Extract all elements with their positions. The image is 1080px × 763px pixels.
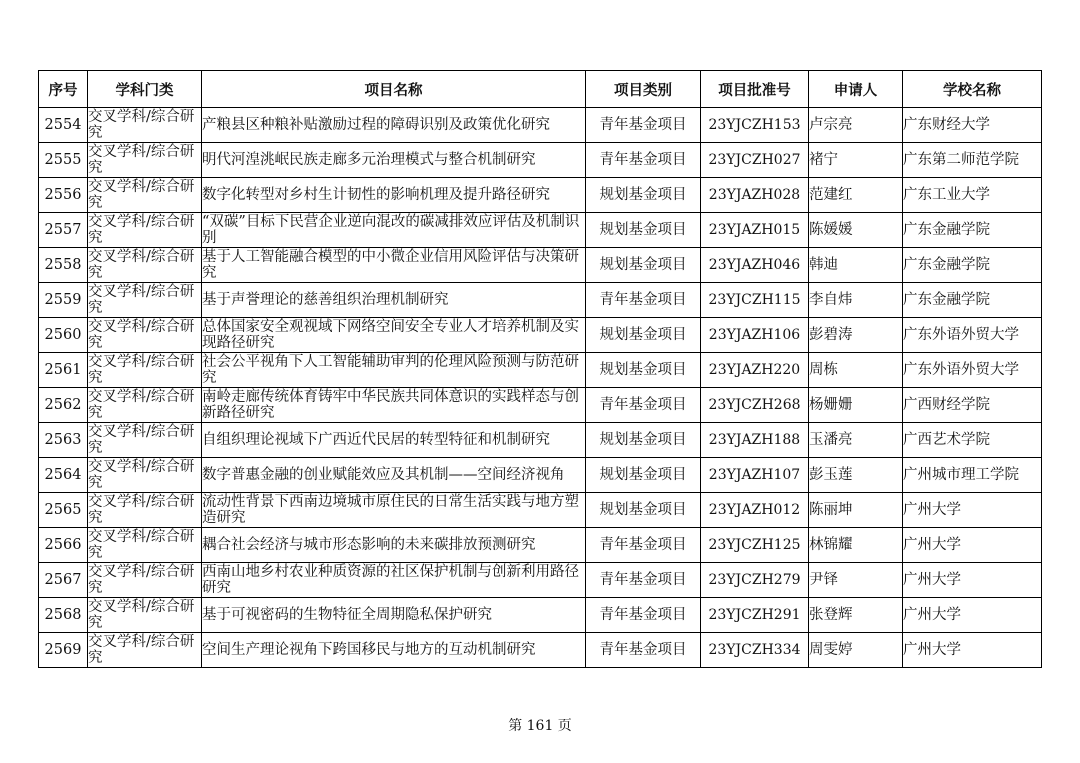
cell-applicant: 玉潘亮	[809, 423, 903, 458]
cell-project-title: 基于声誉理论的慈善组织治理机制研究	[202, 283, 586, 318]
cell-applicant: 张登辉	[809, 598, 903, 633]
cell-serial-no: 2567	[39, 563, 88, 598]
cell-serial-no: 2562	[39, 388, 88, 423]
cell-project-title: 产粮县区种粮补贴激励过程的障碍识别及政策优化研究	[202, 108, 586, 143]
cell-project-title: 数字化转型对乡村生计韧性的影响机理及提升路径研究	[202, 178, 586, 213]
cell-approval-code: 23YJCZH291	[701, 598, 809, 633]
cell-project-title: 基于可视密码的生物特征全周期隐私保护研究	[202, 598, 586, 633]
table-row	[39, 318, 1042, 353]
cell-serial-no: 2558	[39, 248, 88, 283]
cell-project-title: 总体国家安全观视域下网络空间安全专业人才培养机制及实现路径研究	[202, 318, 586, 353]
cell-applicant: 李自炜	[809, 283, 903, 318]
cell-project-type: 规划基金项目	[586, 458, 701, 493]
cell-approval-code: 23YJCZH268	[701, 388, 809, 423]
table-body	[39, 108, 1042, 668]
header-project-type: 项目类别	[586, 71, 701, 108]
cell-approval-code: 23YJCZH153	[701, 108, 809, 143]
cell-discipline: 交叉学科/综合研究	[88, 493, 202, 528]
cell-project-type: 青年基金项目	[586, 528, 701, 563]
cell-discipline: 交叉学科/综合研究	[88, 598, 202, 633]
cell-serial-no: 2564	[39, 458, 88, 493]
cell-serial-no: 2565	[39, 493, 88, 528]
cell-project-title: 南岭走廊传统体育铸牢中华民族共同体意识的实践样态与创新路径研究	[202, 388, 586, 423]
cell-project-type: 规划基金项目	[586, 178, 701, 213]
cell-applicant: 杨姗姗	[809, 388, 903, 423]
cell-discipline: 交叉学科/综合研究	[88, 108, 202, 143]
cell-discipline: 交叉学科/综合研究	[88, 143, 202, 178]
table-row	[39, 563, 1042, 598]
cell-school: 广东外语外贸大学	[903, 318, 1042, 353]
cell-approval-code: 23YJAZH188	[701, 423, 809, 458]
table-row	[39, 633, 1042, 668]
cell-discipline: 交叉学科/综合研究	[88, 423, 202, 458]
cell-serial-no: 2557	[39, 213, 88, 248]
cell-applicant: 尹铎	[809, 563, 903, 598]
cell-applicant: 范建红	[809, 178, 903, 213]
cell-school: 广东第二师范学院	[903, 143, 1042, 178]
cell-project-type: 青年基金项目	[586, 388, 701, 423]
cell-discipline: 交叉学科/综合研究	[88, 458, 202, 493]
cell-discipline: 交叉学科/综合研究	[88, 353, 202, 388]
cell-project-title: 空间生产理论视角下跨国移民与地方的互动机制研究	[202, 633, 586, 668]
cell-school: 广州大学	[903, 563, 1042, 598]
table-row	[39, 108, 1042, 143]
cell-project-title: 社会公平视角下人工智能辅助审判的伦理风险预测与防范研究	[202, 353, 586, 388]
cell-school: 广州大学	[903, 528, 1042, 563]
cell-project-title: 耦合社会经济与城市形态影响的未来碳排放预测研究	[202, 528, 586, 563]
cell-serial-no: 2568	[39, 598, 88, 633]
cell-serial-no: 2554	[39, 108, 88, 143]
header-project-title: 项目名称	[202, 71, 586, 108]
cell-serial-no: 2569	[39, 633, 88, 668]
cell-applicant: 林锦耀	[809, 528, 903, 563]
cell-discipline: 交叉学科/综合研究	[88, 213, 202, 248]
cell-school: 广东财经大学	[903, 108, 1042, 143]
cell-discipline: 交叉学科/综合研究	[88, 528, 202, 563]
cell-project-title: 基于人工智能融合模型的中小微企业信用风险评估与决策研究	[202, 248, 586, 283]
cell-school: 广西财经学院	[903, 388, 1042, 423]
cell-project-type: 青年基金项目	[586, 108, 701, 143]
cell-approval-code: 23YJCZH115	[701, 283, 809, 318]
table-row	[39, 423, 1042, 458]
cell-discipline: 交叉学科/综合研究	[88, 633, 202, 668]
cell-project-type: 青年基金项目	[586, 143, 701, 178]
cell-project-type: 青年基金项目	[586, 283, 701, 318]
cell-approval-code: 23YJCZH027	[701, 143, 809, 178]
cell-project-title: 自组织理论视域下广西近代民居的转型特征和机制研究	[202, 423, 586, 458]
cell-serial-no: 2566	[39, 528, 88, 563]
cell-approval-code: 23YJAZH015	[701, 213, 809, 248]
cell-project-title: “双碳”目标下民营企业逆向混改的碳减排效应评估及机制识别	[202, 213, 586, 248]
table-row	[39, 528, 1042, 563]
cell-project-title: 数字普惠金融的创业赋能效应及其机制——空间经济视角	[202, 458, 586, 493]
cell-project-type: 规划基金项目	[586, 353, 701, 388]
cell-applicant: 彭玉莲	[809, 458, 903, 493]
table-row	[39, 213, 1042, 248]
cell-school: 广西艺术学院	[903, 423, 1042, 458]
cell-project-title: 西南山地乡村农业种质资源的社区保护机制与创新利用路径研究	[202, 563, 586, 598]
cell-serial-no: 2561	[39, 353, 88, 388]
header-school: 学校名称	[903, 71, 1042, 108]
cell-approval-code: 23YJAZH012	[701, 493, 809, 528]
cell-discipline: 交叉学科/综合研究	[88, 388, 202, 423]
cell-project-title: 流动性背景下西南边境城市原住民的日常生活实践与地方塑造研究	[202, 493, 586, 528]
cell-serial-no: 2556	[39, 178, 88, 213]
cell-project-type: 青年基金项目	[586, 563, 701, 598]
cell-school: 广东金融学院	[903, 248, 1042, 283]
cell-school: 广东金融学院	[903, 213, 1042, 248]
cell-project-type: 规划基金项目	[586, 248, 701, 283]
table-row	[39, 178, 1042, 213]
table-row	[39, 598, 1042, 633]
cell-discipline: 交叉学科/综合研究	[88, 283, 202, 318]
cell-approval-code: 23YJCZH334	[701, 633, 809, 668]
table-row	[39, 458, 1042, 493]
cell-project-title: 明代河湟洮岷民族走廊多元治理模式与整合机制研究	[202, 143, 586, 178]
header-serial-no: 序号	[39, 71, 88, 108]
cell-applicant: 陈媛媛	[809, 213, 903, 248]
cell-school: 广州大学	[903, 493, 1042, 528]
header-applicant: 申请人	[809, 71, 903, 108]
cell-discipline: 交叉学科/综合研究	[88, 318, 202, 353]
table-row	[39, 388, 1042, 423]
cell-project-type: 青年基金项目	[586, 633, 701, 668]
cell-discipline: 交叉学科/综合研究	[88, 248, 202, 283]
cell-approval-code: 23YJAZH107	[701, 458, 809, 493]
cell-discipline: 交叉学科/综合研究	[88, 563, 202, 598]
cell-school: 广东金融学院	[903, 283, 1042, 318]
cell-approval-code: 23YJCZH279	[701, 563, 809, 598]
cell-school: 广州城市理工学院	[903, 458, 1042, 493]
cell-discipline: 交叉学科/综合研究	[88, 178, 202, 213]
cell-applicant: 彭碧涛	[809, 318, 903, 353]
header-discipline: 学科门类	[88, 71, 202, 108]
table-row	[39, 143, 1042, 178]
cell-applicant: 褚宁	[809, 143, 903, 178]
cell-applicant: 周雯婷	[809, 633, 903, 668]
header-row	[39, 71, 1042, 108]
cell-applicant: 陈丽坤	[809, 493, 903, 528]
cell-applicant: 韩迪	[809, 248, 903, 283]
table-row	[39, 248, 1042, 283]
cell-school: 广州大学	[903, 598, 1042, 633]
cell-school: 广东工业大学	[903, 178, 1042, 213]
cell-project-type: 规划基金项目	[586, 213, 701, 248]
table-row	[39, 493, 1042, 528]
cell-applicant: 卢宗亮	[809, 108, 903, 143]
cell-serial-no: 2563	[39, 423, 88, 458]
cell-project-type: 规划基金项目	[586, 493, 701, 528]
cell-approval-code: 23YJAZH046	[701, 248, 809, 283]
cell-project-type: 规划基金项目	[586, 423, 701, 458]
cell-approval-code: 23YJAZH106	[701, 318, 809, 353]
cell-project-type: 规划基金项目	[586, 318, 701, 353]
cell-school: 广州大学	[903, 633, 1042, 668]
project-table	[38, 70, 1042, 668]
header-approval-code: 项目批准号	[701, 71, 809, 108]
table-row	[39, 353, 1042, 388]
cell-approval-code: 23YJAZH220	[701, 353, 809, 388]
cell-applicant: 周栋	[809, 353, 903, 388]
cell-serial-no: 2559	[39, 283, 88, 318]
cell-school: 广东外语外贸大学	[903, 353, 1042, 388]
cell-approval-code: 23YJCZH125	[701, 528, 809, 563]
cell-approval-code: 23YJAZH028	[701, 178, 809, 213]
cell-serial-no: 2555	[39, 143, 88, 178]
cell-serial-no: 2560	[39, 318, 88, 353]
cell-project-type: 青年基金项目	[586, 598, 701, 633]
page-number: 第 161 页	[508, 718, 572, 734]
table-row	[39, 283, 1042, 318]
